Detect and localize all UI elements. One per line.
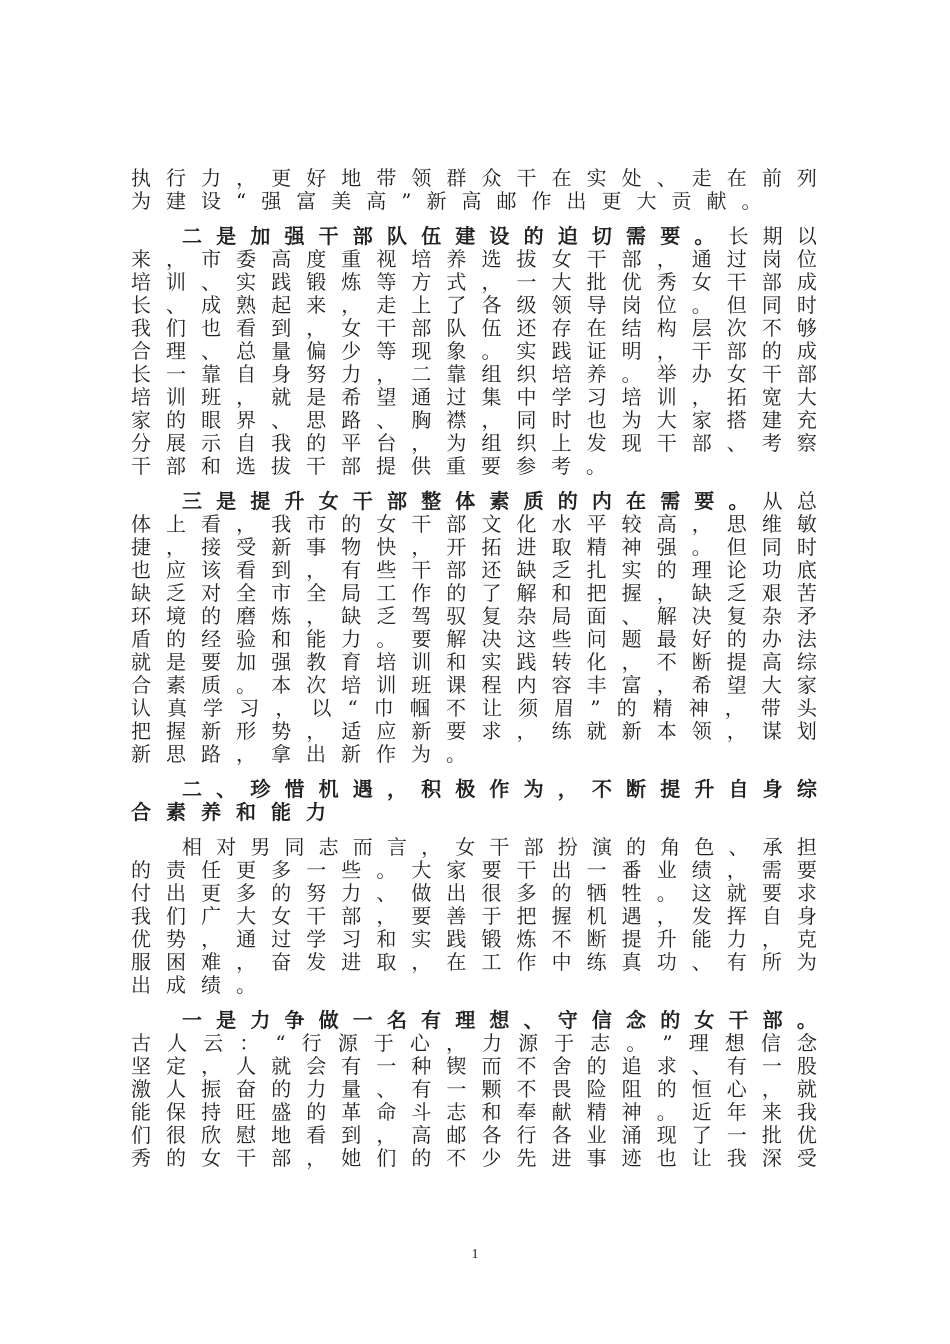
text-line: 秀 的 女 干 部 ， 她 们 的 不 少 先 进 事 迹 也 让 我 深 受	[131, 1146, 817, 1170]
text-line: 付 出 更 多 的 努 力 、 做 出 很 多 的 牺 牲 。 这 就 要 求	[131, 881, 817, 905]
text-line: 盾 的 经 验 和 能 力 。 要 解 决 这 些 问 题 最 好 的 办 法	[131, 627, 817, 651]
text-line: 我 们 也 看 到 ， 女 干 部 队 伍 还 存 在 结 构 层 次 不 够	[131, 316, 817, 340]
text-line: 捷 ， 接 受 新 事 物 快 ， 开 拓 进 取 精 神 强 。 但 同 时	[131, 535, 817, 559]
paragraph	[131, 1009, 817, 1170]
text-line: 来 ， 市 委 高 度 重 视 培 养 选 拔 女 干 部 ， 通 过 岗 位	[131, 247, 817, 271]
text-line: 相 对 男 同 志 而 言 ， 女 干 部 扮 演 的 角 色 、 承 担	[182, 835, 817, 859]
text-line: 就 是 要 加 强 教 育 培 训 和 实 践 转 化 ， 不 断 提 高 综	[131, 650, 817, 674]
text-line: 古 人 云 ： “ 行 源 于 心 ， 力 源 于 志 。 ” 理 想 信 念	[131, 1031, 817, 1055]
text-line: 长 一 靠 自 身 努 力 ， 二 靠 组 织 培 养 。 举 办 女 干 部	[131, 362, 817, 386]
text-line: 出 成 绩 。	[131, 973, 271, 997]
text-line: 优 势 ， 通 过 学 习 和 实 践 锻 炼 不 断 提 升 能 力 ， 克	[131, 927, 817, 951]
text-line: 服 困 难 ， 奋 发 进 取 ， 在 工 作 中 练 真 功 、 有 所 为	[131, 950, 817, 974]
text-line: 长 、 成 熟 起 来 ， 走 上 了 各 级 领 导 岗 位 。 但 同 时	[131, 293, 817, 317]
page-number: 1	[471, 1247, 479, 1262]
text-line: 把 握 新 形 势 ， 适 应 新 要 求 ， 练 就 新 本 领 ， 谋 划	[131, 719, 817, 743]
text-line: 体 上 看 ， 我 市 的 女 干 部 文 化 水 平 较 高 ， 思 维 敏	[131, 512, 817, 536]
text-line: 我 们 广 大 女 干 部 ， 要 善 于 把 握 机 遇 ， 发 挥 自 身	[131, 904, 817, 928]
text-line: 干 部 和 选 拔 干 部 提 供 重 要 参 考 。	[131, 454, 621, 478]
text-line: 二 是 加 强 干 部 队 伍 建 设 的 迫 切 需 要 。 长 期 以	[182, 224, 817, 248]
text-line: 新 思 路 ， 拿 出 新 作 为 。	[131, 742, 481, 766]
text-line: 家 的 眼 界 、 思 路 、 胸 襟 ， 同 时 也 为 大 家 搭 建 充	[131, 408, 817, 432]
text-line: 三 是 提 升 女 干 部 整 体 素 质 的 内 在 需 要 。 从 总	[182, 489, 817, 513]
text-line: 合 素 质 。 本 次 培 训 班 课 程 内 容 丰 富 ， 希 望 大 家	[131, 673, 817, 697]
text-line: 们 很 欣 慰 地 看 到 ， 高 邮 各 行 各 业 涌 现 了 一 批 优	[131, 1123, 817, 1147]
text-line: 激 人 振 奋 的 力 量 、 有 一 颗 不 畏 险 阻 的 恒 心 ， 就	[131, 1077, 817, 1101]
paragraph	[131, 167, 817, 213]
text-line: 环 境 的 磨 炼 ， 缺 乏 驾 驭 复 杂 局 面 、 解 决 复 杂 矛	[131, 604, 817, 628]
document-page	[131, 167, 817, 1170]
text-line: 合 素 养 和 能 力	[131, 800, 341, 824]
text-line: 培 训 、 实 践 锻 炼 等 方 式 ， 一 大 批 优 秀 女 干 部 成	[131, 270, 817, 294]
text-line: 一 是 力 争 做 一 名 有 理 想 、 守 信 念 的 女 干 部 。	[182, 1008, 817, 1032]
paragraph	[131, 836, 817, 997]
text-line: 也 应 该 看 到 ， 有 些 干 部 还 缺 乏 扎 实 的 理 论 功 底	[131, 558, 817, 582]
text-line: 培 训 班 ， 就 是 希 望 通 过 集 中 学 习 培 训 ， 拓 宽 大	[131, 385, 817, 409]
text-line: 认 真 学 习 ， 以 “ 巾 帼 不 让 须 眉 ” 的 精 神 ， 带 头	[131, 696, 817, 720]
text-line: 分 展 示 自 我 的 平 台 ， 为 组 织 上 发 现 干 部 、 考 察	[131, 431, 817, 455]
text-line: 执 行 力 ， 更 好 地 带 领 群 众 干 在 实 处 、 走 在 前 列	[131, 166, 817, 190]
text-line: 能 保 持 旺 盛 的 革 命 斗 志 和 奉 献 精 神 。 近 年 来 我	[131, 1100, 817, 1124]
text-line: 缺 乏 对 全 市 全 局 工 作 的 了 解 和 把 握 ， 缺 乏 艰 苦	[131, 581, 817, 605]
text-line: 坚 定 ， 人 就 会 有 一 种 锲 而 不 舍 的 追 求 、 有 一 股	[131, 1054, 817, 1078]
text-line: 的 责 任 更 多 一 些 。 大 家 要 干 出 一 番 业 绩 ， 需 要	[131, 858, 817, 882]
text-line: 为 建 设 “ 强 富 美 高 ” 新 高 邮 作 出 更 大 贡 献 。	[131, 189, 777, 213]
paragraph	[131, 778, 817, 824]
text-line: 合 理 、 总 量 偏 少 等 现 象 。 实 践 证 明 ， 干 部 的 成	[131, 339, 817, 363]
paragraph	[131, 490, 817, 766]
paragraph	[131, 225, 817, 478]
text-line: 二 、 珍 惜 机 遇 ， 积 极 作 为 ， 不 断 提 升 自 身 综	[182, 777, 817, 801]
